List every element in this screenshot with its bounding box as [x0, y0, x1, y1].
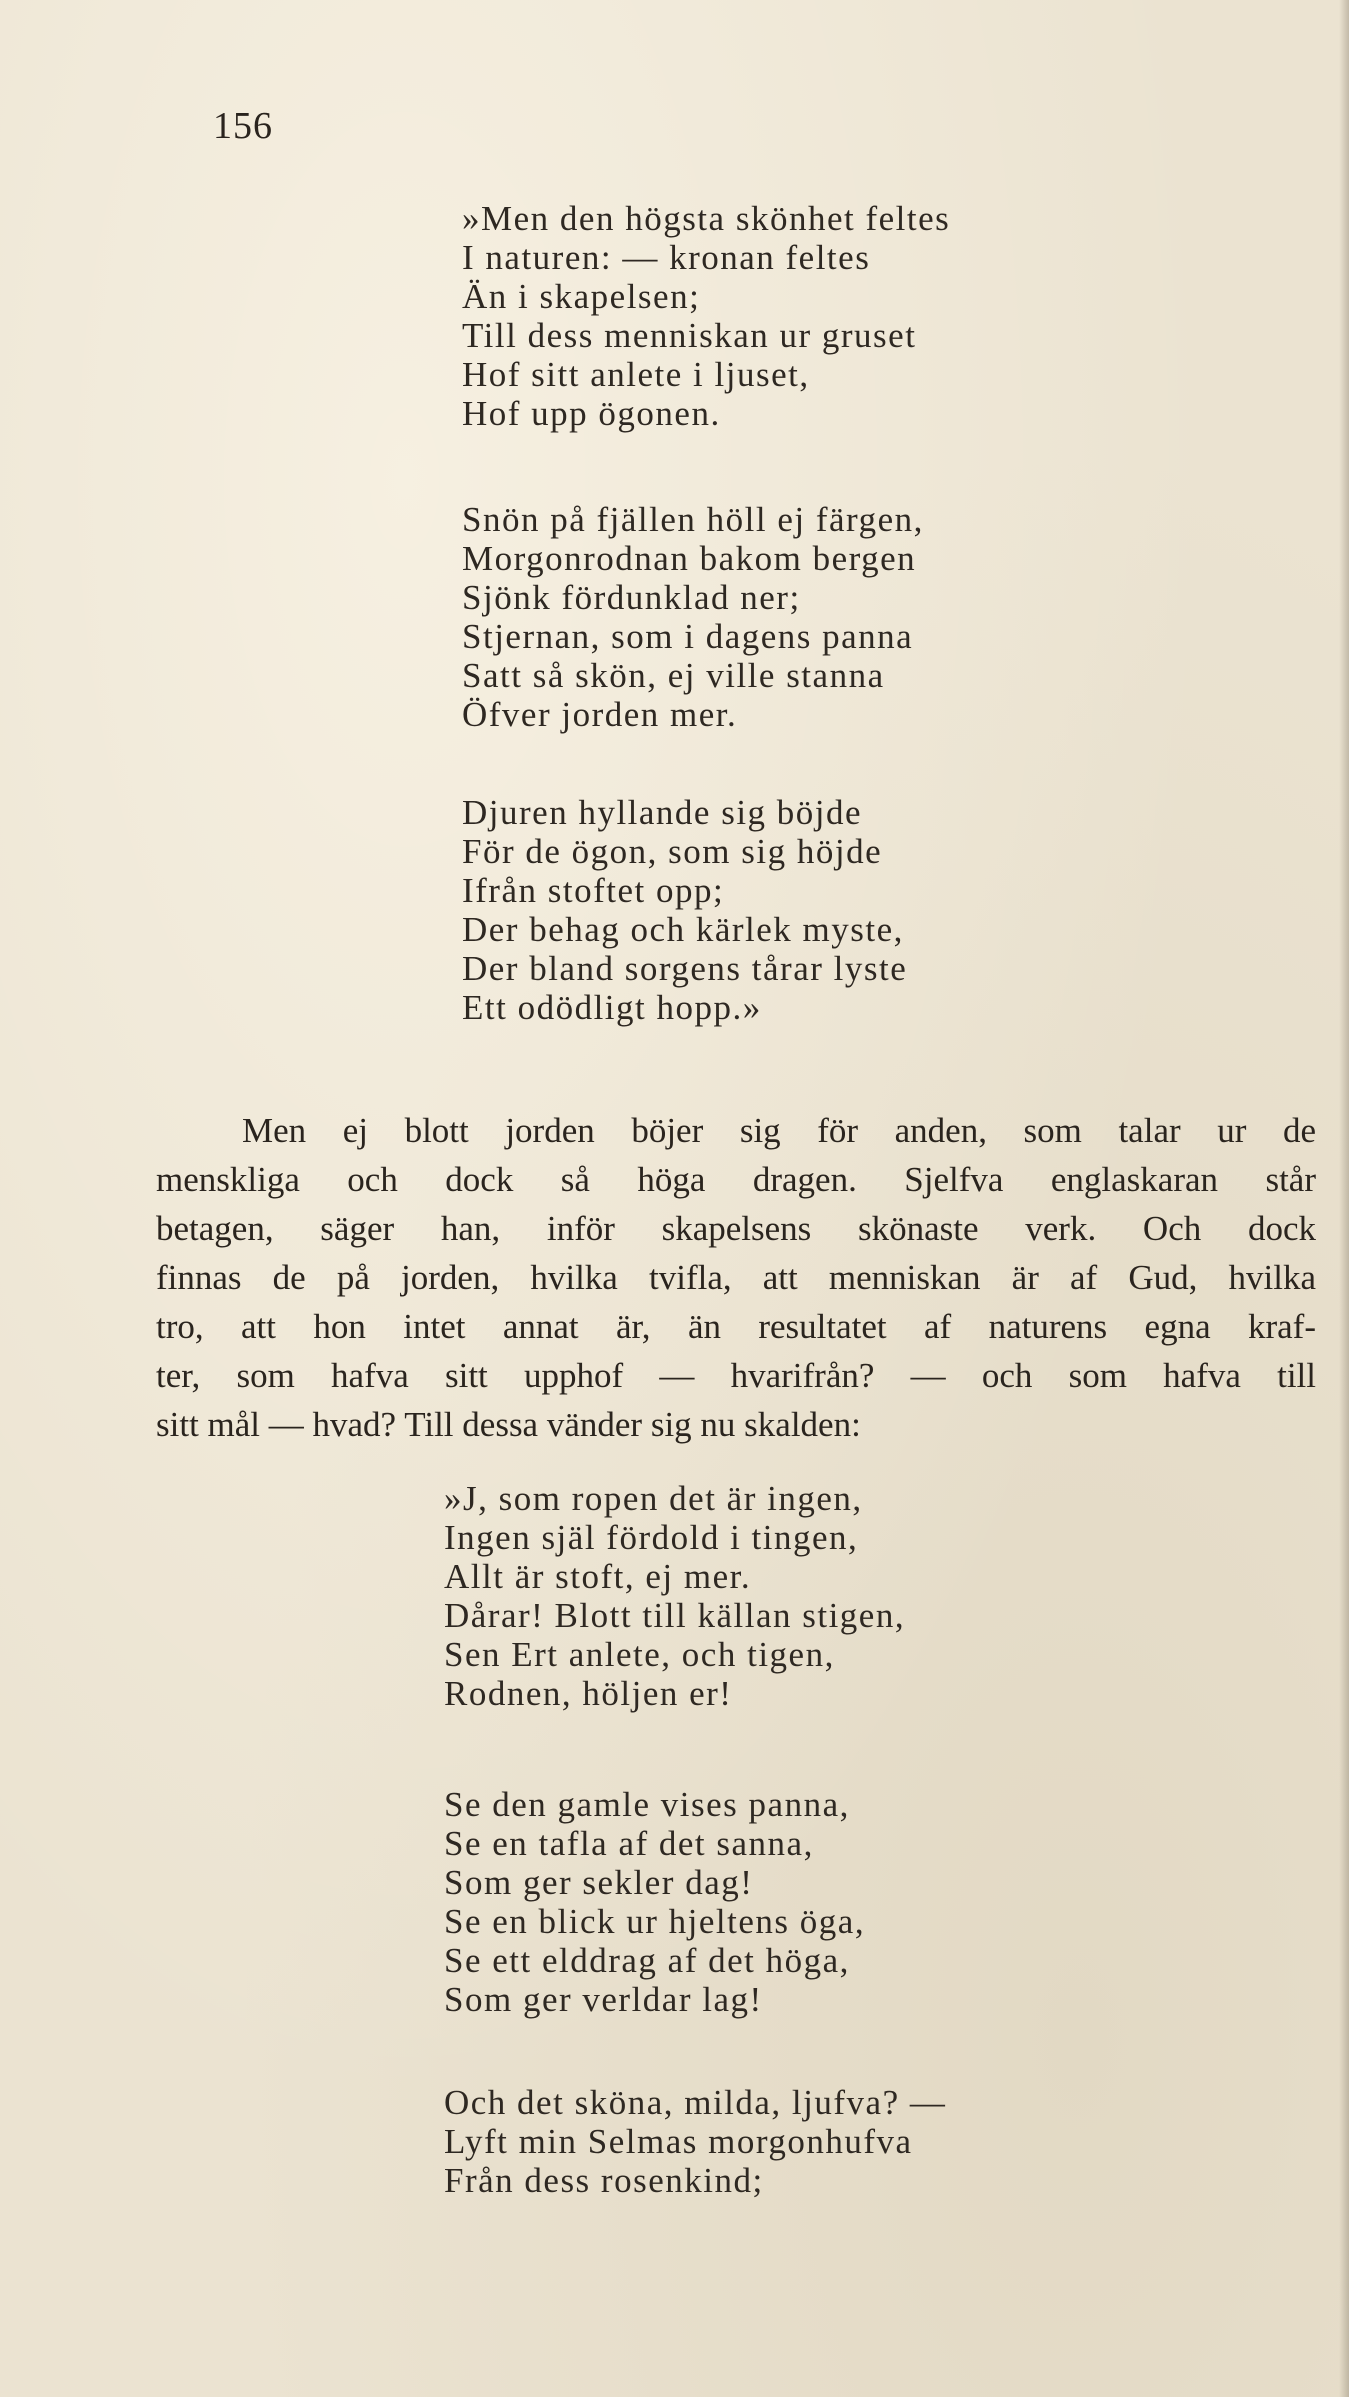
- verse-line: »Men den högsta skönhet feltes: [462, 199, 951, 238]
- verse-line: Se den gamle vises panna,: [444, 1785, 850, 1824]
- prose-line: betagen, säger han, inför skapelsens skönaste verk. Och dock: [156, 1209, 1316, 1248]
- verse-line: För de ögon, som sig höjde: [462, 832, 883, 871]
- poem-stanza: [462, 500, 924, 734]
- verse-line: Stjernan, som i dagens panna: [462, 617, 914, 656]
- prose-line: ter, som hafva sitt upphof — hvarifrån? — och som hafva till: [156, 1356, 1316, 1395]
- verse-line: Och det sköna, milda, ljufva? —: [444, 2083, 947, 2122]
- verse-line: Allt är stoft, ej mer.: [444, 1557, 752, 1596]
- verse-line: Ifrån stoftet opp;: [462, 871, 725, 910]
- verse-line: Sjönk fördunklad ner;: [462, 578, 801, 617]
- verse-line: Morgonrodnan bakom bergen: [462, 539, 917, 578]
- verse-line: Dårar! Blott till källan stigen,: [444, 1596, 906, 1635]
- verse-line: Lyft min Selmas morgonhufva: [444, 2122, 913, 2161]
- prose-line: Men ej blott jorden böjer sig för anden, som talar ur de: [242, 1111, 1316, 1150]
- page-number: 156: [213, 105, 273, 147]
- poem-stanza: [444, 2083, 946, 2200]
- verse-line: Ett odödligt hopp.»: [462, 988, 762, 1027]
- verse-line: Som ger verldar lag!: [444, 1980, 763, 2019]
- verse-line: Rodnen, höljen er!: [444, 1674, 733, 1713]
- poem-stanza: [444, 1785, 865, 2019]
- verse-line: Sen Ert anlete, och tigen,: [444, 1635, 835, 1674]
- prose-line: finnas de på jorden, hvilka tvifla, att menniskan är af Gud, hvilka: [156, 1258, 1316, 1297]
- verse-line: Ingen själ fördold i tingen,: [444, 1518, 859, 1557]
- verse-line: I naturen: — kronan feltes: [462, 238, 871, 277]
- verse-line: Se ett elddrag af det höga,: [444, 1941, 850, 1980]
- verse-line: Hof upp ögonen.: [462, 394, 721, 433]
- verse-line: Der bland sorgens tårar lyste: [462, 949, 908, 988]
- verse-line: Hof sitt anlete i ljuset,: [462, 355, 810, 394]
- poem-stanza: [444, 1479, 905, 1713]
- prose-line: menskliga och dock så höga dragen. Sjelfva englaskaran står: [156, 1160, 1316, 1199]
- verse-line: Se en tafla af det sanna,: [444, 1824, 814, 1863]
- poem-stanza: [462, 793, 907, 1027]
- verse-line: Från dess rosenkind;: [444, 2161, 764, 2200]
- prose-line: sitt mål — hvad? Till dessa vänder sig nu skalden:: [156, 1405, 861, 1444]
- prose-line: tro, att hon intet annat är, än resultatet af naturens egna kraf-: [156, 1307, 1316, 1346]
- verse-line: Som ger sekler dag!: [444, 1863, 754, 1902]
- verse-line: Öfver jorden mer.: [462, 695, 738, 734]
- poem-stanza: [462, 199, 950, 433]
- verse-line: Djuren hyllande sig böjde: [462, 793, 863, 832]
- prose-paragraph: [156, 1106, 1316, 1449]
- verse-line: Der behag och kärlek myste,: [462, 910, 904, 949]
- verse-line: Se en blick ur hjeltens öga,: [444, 1902, 866, 1941]
- verse-line: Än i skapelsen;: [462, 277, 701, 316]
- page-edge-shadow: [1339, 0, 1349, 2397]
- verse-line: Satt så skön, ej ville stanna: [462, 656, 885, 695]
- verse-line: Snön på fjällen höll ej färgen,: [462, 500, 924, 539]
- verse-line: »J, som ropen det är ingen,: [444, 1479, 863, 1518]
- verse-line: Till dess menniskan ur gruset: [462, 316, 917, 355]
